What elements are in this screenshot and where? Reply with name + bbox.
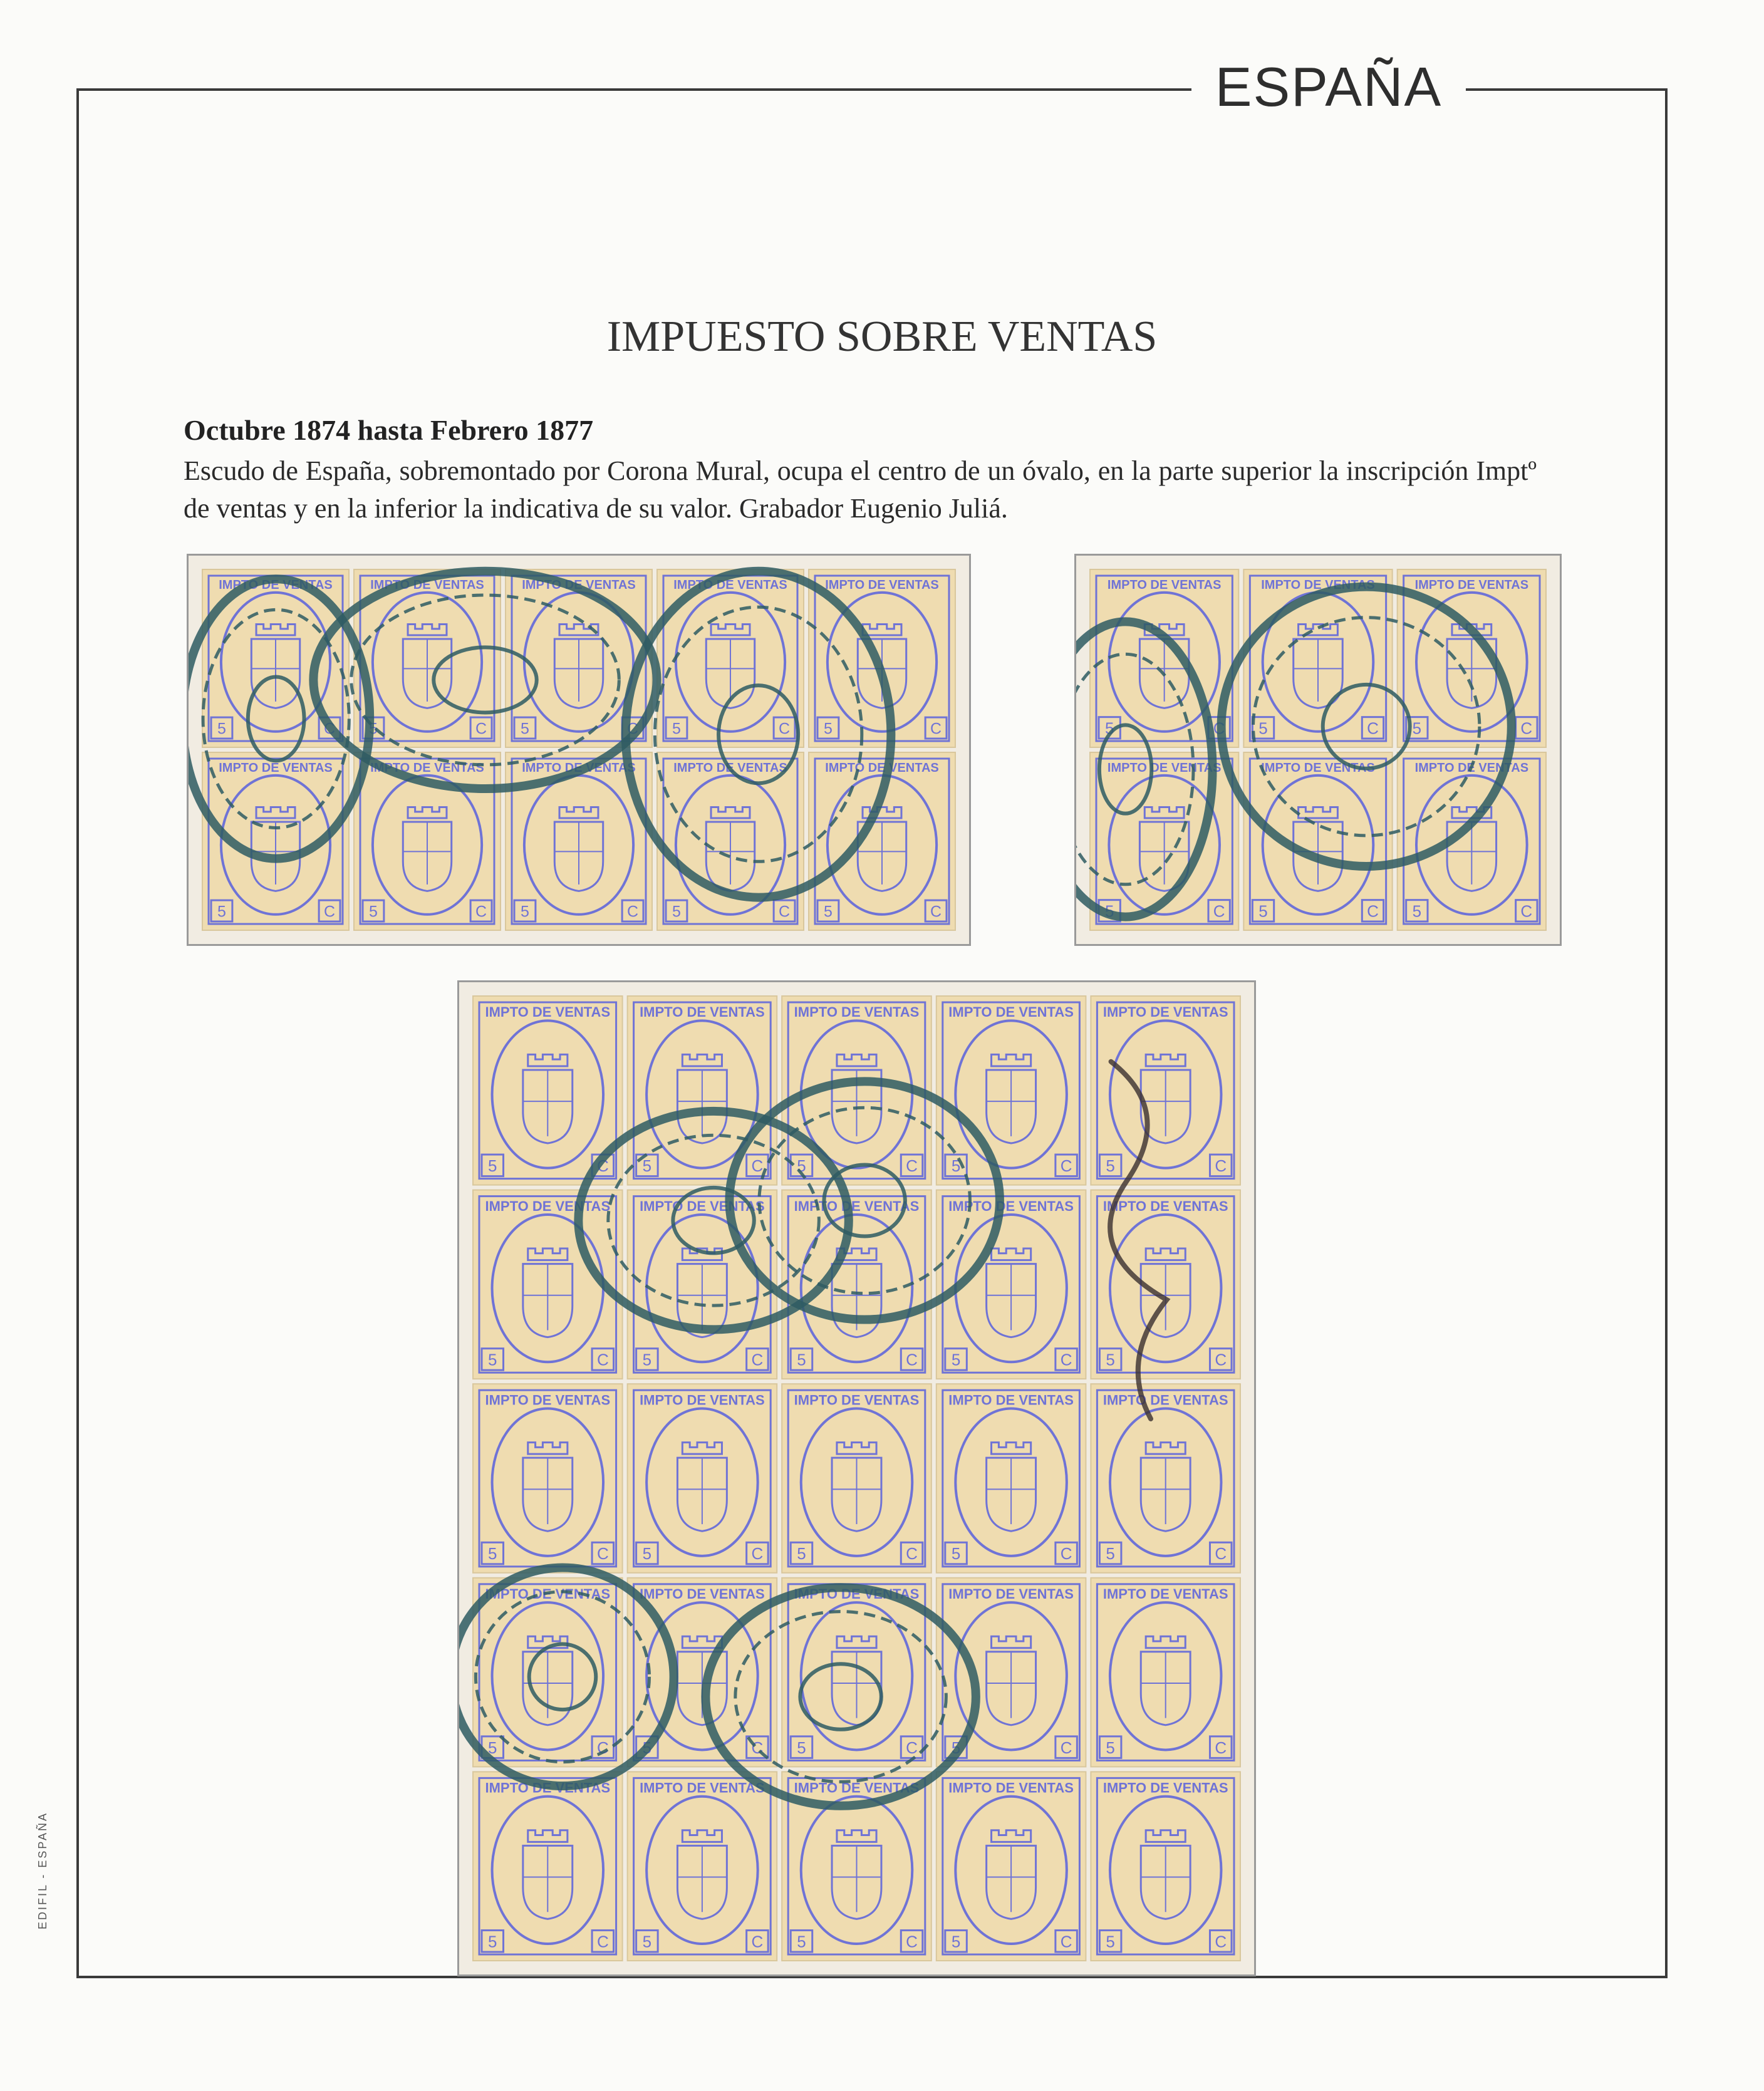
stamp-currency: C bbox=[1520, 901, 1533, 921]
stamp-inscription: IMPTO DE VENTAS bbox=[948, 1198, 1074, 1214]
stamp-currency: C bbox=[779, 720, 791, 738]
stamp-value: 5 bbox=[642, 1738, 652, 1757]
stamp-currency: C bbox=[930, 903, 942, 921]
stamp-inscription: IMPTO DE VENTAS bbox=[640, 1585, 765, 1602]
stamp-inscription: IMPTO DE VENTAS bbox=[1414, 578, 1529, 593]
stamp-inscription: IMPTO DE VENTAS bbox=[825, 761, 939, 776]
stamp-inscription: IMPTO DE VENTAS bbox=[673, 761, 787, 776]
stamp-inscription: IMPTO DE VENTAS bbox=[485, 1585, 611, 1602]
issue-period: Octubre 1874 hasta Febrero 1877 bbox=[184, 414, 594, 446]
stamp-currency: C bbox=[1367, 719, 1379, 738]
stamp-value: 5 bbox=[823, 720, 833, 738]
stamp bbox=[1091, 1384, 1240, 1573]
stamp-currency: C bbox=[1060, 1932, 1072, 1951]
stamp-currency: C bbox=[751, 1932, 764, 1951]
stamp-inscription: IMPTO DE VENTAS bbox=[794, 1004, 920, 1020]
issue-description: Escudo de España, sobremontado por Corona Mural, ocupa el centro de un óvalo, en la parte superior la inscripción Imptº de ventas y en la inferior la indicativa de su valor. Grabador Eugenio Juliá. bbox=[184, 455, 1537, 524]
stamp-value: 5 bbox=[797, 1932, 806, 1951]
stamp bbox=[657, 569, 804, 747]
frame-top-rule-right bbox=[1466, 88, 1668, 91]
stamp-value: 5 bbox=[797, 1738, 806, 1757]
stamp bbox=[628, 1384, 777, 1573]
stamp-inscription: IMPTO DE VENTAS bbox=[485, 1780, 611, 1796]
stamp bbox=[628, 1772, 777, 1961]
stamp-value: 5 bbox=[488, 1156, 497, 1176]
stamp-inscription: IMPTO DE VENTAS bbox=[794, 1585, 920, 1602]
stamp-value: 5 bbox=[488, 1932, 497, 1951]
stamp-value: 5 bbox=[642, 1932, 652, 1951]
stamp bbox=[473, 1578, 623, 1767]
stamp-value: 5 bbox=[642, 1156, 652, 1176]
stamp-inscription: IMPTO DE VENTAS bbox=[948, 1585, 1074, 1602]
stamp-value: 5 bbox=[1412, 901, 1422, 921]
stamp-value: 5 bbox=[1106, 1738, 1115, 1757]
stamp-inscription: IMPTO DE VENTAS bbox=[640, 1004, 765, 1020]
stamp-value: 5 bbox=[951, 1350, 961, 1369]
stamp-inscription: IMPTO DE VENTAS bbox=[948, 1004, 1074, 1020]
stamp-block-3x2 bbox=[1074, 554, 1562, 946]
stamp bbox=[1090, 569, 1238, 747]
stamp-inscription: IMPTO DE VENTAS bbox=[1102, 1198, 1228, 1214]
stamp-currency: C bbox=[1215, 1544, 1227, 1564]
stamp-inscription: IMPTO DE VENTAS bbox=[1102, 1780, 1228, 1796]
stamp-value: 5 bbox=[488, 1350, 497, 1369]
stamp-currency: C bbox=[1367, 901, 1379, 921]
stamp-currency: C bbox=[596, 1932, 609, 1951]
stamp-inscription: IMPTO DE VENTAS bbox=[1102, 1004, 1228, 1020]
stamp-value: 5 bbox=[1258, 901, 1268, 921]
stamp-currency: C bbox=[1060, 1544, 1072, 1564]
stamp-currency: C bbox=[906, 1544, 918, 1564]
stamp-inscription: IMPTO DE VENTAS bbox=[794, 1780, 920, 1796]
stamp-currency: C bbox=[324, 903, 336, 921]
stamp-inscription: IMPTO DE VENTAS bbox=[219, 578, 333, 593]
stamp-value: 5 bbox=[797, 1350, 806, 1369]
stamp bbox=[473, 1384, 623, 1573]
stamp-inscription: IMPTO DE VENTAS bbox=[485, 1392, 611, 1408]
stamp bbox=[936, 1384, 1086, 1573]
stamp-value: 5 bbox=[797, 1156, 806, 1176]
stamp-inscription: IMPTO DE VENTAS bbox=[1102, 1585, 1228, 1602]
stamp-currency: C bbox=[627, 720, 639, 738]
stamp-value: 5 bbox=[520, 903, 529, 921]
stamp-value: 5 bbox=[217, 903, 226, 921]
stamp bbox=[1398, 752, 1546, 930]
publisher-side-label: EDIFIL - ESPAÑA bbox=[36, 1811, 49, 1929]
stamp-currency: C bbox=[475, 903, 487, 921]
stamp-value: 5 bbox=[951, 1156, 961, 1176]
stamp-currency: C bbox=[906, 1156, 918, 1176]
stamp-inscription: IMPTO DE VENTAS bbox=[673, 578, 787, 593]
stamp-inscription: IMPTO DE VENTAS bbox=[1107, 761, 1222, 776]
stamp bbox=[473, 1772, 623, 1961]
stamp-currency: C bbox=[596, 1544, 609, 1564]
stamp-inscription: IMPTO DE VENTAS bbox=[794, 1198, 920, 1214]
stamp bbox=[1091, 996, 1240, 1185]
stamp-value: 5 bbox=[672, 720, 681, 738]
stamp-currency: C bbox=[596, 1156, 609, 1176]
stamp-value: 5 bbox=[672, 903, 681, 921]
stamp bbox=[628, 996, 777, 1185]
stamp-currency: C bbox=[324, 720, 336, 738]
stamp-currency: C bbox=[906, 1350, 918, 1369]
stamp-inscription: IMPTO DE VENTAS bbox=[219, 761, 333, 776]
stamp-currency: C bbox=[779, 903, 791, 921]
stamp-currency: C bbox=[1215, 1738, 1227, 1757]
stamp bbox=[1091, 1772, 1240, 1961]
stamp-value: 5 bbox=[488, 1738, 497, 1757]
stamp-value: 5 bbox=[823, 903, 833, 921]
stamp-currency: C bbox=[1215, 1932, 1227, 1951]
stamp-currency: C bbox=[751, 1156, 764, 1176]
stamp-value: 5 bbox=[368, 903, 378, 921]
stamp-currency: C bbox=[1060, 1738, 1072, 1757]
stamp-block-art bbox=[189, 556, 969, 944]
frame-top-rule-left bbox=[76, 88, 1191, 91]
stamp-value: 5 bbox=[368, 720, 378, 738]
stamp-inscription: IMPTO DE VENTAS bbox=[1261, 761, 1375, 776]
stamp-value: 5 bbox=[642, 1544, 652, 1564]
stamp bbox=[1243, 752, 1392, 930]
stamp-currency: C bbox=[751, 1350, 764, 1369]
stamp-value: 5 bbox=[1106, 1544, 1115, 1564]
stamp-inscription: IMPTO DE VENTAS bbox=[485, 1004, 611, 1020]
stamp-currency: C bbox=[1213, 719, 1225, 738]
page-title: IMPUESTO SOBRE VENTAS bbox=[606, 313, 1158, 361]
stamp-value: 5 bbox=[797, 1544, 806, 1564]
stamp bbox=[782, 1384, 931, 1573]
stamp-value: 5 bbox=[1412, 719, 1422, 738]
stamp bbox=[936, 1772, 1086, 1961]
stamp-currency: C bbox=[475, 720, 487, 738]
stamp-value: 5 bbox=[1106, 1932, 1115, 1951]
stamp bbox=[936, 996, 1086, 1185]
stamp-value: 5 bbox=[1104, 719, 1114, 738]
stamp-currency: C bbox=[930, 720, 942, 738]
stamp-inscription: IMPTO DE VENTAS bbox=[948, 1780, 1074, 1796]
stamp-value: 5 bbox=[1106, 1350, 1115, 1369]
stamp-currency: C bbox=[751, 1738, 764, 1757]
stamp-inscription: IMPTO DE VENTAS bbox=[825, 578, 939, 593]
stamp-currency: C bbox=[627, 903, 639, 921]
stamp-inscription: IMPTO DE VENTAS bbox=[1102, 1392, 1228, 1408]
stamp-inscription: IMPTO DE VENTAS bbox=[1261, 578, 1375, 593]
stamp bbox=[1091, 1578, 1240, 1767]
stamp-inscription: IMPTO DE VENTAS bbox=[370, 761, 484, 776]
stamp-currency: C bbox=[1215, 1350, 1227, 1369]
stamp-value: 5 bbox=[1106, 1156, 1115, 1176]
stamp bbox=[657, 752, 804, 930]
stamp-currency: C bbox=[1060, 1156, 1072, 1176]
stamp-currency: C bbox=[1060, 1350, 1072, 1369]
stamp-inscription: IMPTO DE VENTAS bbox=[640, 1780, 765, 1796]
stamp-currency: C bbox=[906, 1932, 918, 1951]
stamp-value: 5 bbox=[488, 1544, 497, 1564]
stamp-inscription: IMPTO DE VENTAS bbox=[640, 1198, 765, 1214]
stamp-currency: C bbox=[596, 1738, 609, 1757]
stamp-inscription: IMPTO DE VENTAS bbox=[1107, 578, 1222, 593]
stamp-block-5x2 bbox=[187, 554, 971, 946]
stamp-inscription: IMPTO DE VENTAS bbox=[794, 1392, 920, 1408]
stamp-inscription: IMPTO DE VENTAS bbox=[522, 761, 636, 776]
stamp-inscription: IMPTO DE VENTAS bbox=[640, 1392, 765, 1408]
stamp-value: 5 bbox=[951, 1738, 961, 1757]
stamp-currency: C bbox=[906, 1738, 918, 1757]
stamp-value: 5 bbox=[951, 1544, 961, 1564]
stamp-inscription: IMPTO DE VENTAS bbox=[485, 1198, 611, 1214]
stamp-block-art bbox=[1076, 556, 1560, 944]
stamp-inscription: IMPTO DE VENTAS bbox=[948, 1392, 1074, 1408]
stamp-currency: C bbox=[596, 1350, 609, 1369]
stamp-currency: C bbox=[1520, 719, 1533, 738]
stamp-value: 5 bbox=[1258, 719, 1268, 738]
country-heading: ESPAÑA bbox=[1215, 56, 1443, 118]
stamp-block-art bbox=[459, 982, 1254, 1974]
stamp-value: 5 bbox=[520, 720, 529, 738]
stamp-value: 5 bbox=[951, 1932, 961, 1951]
stamp bbox=[936, 1578, 1086, 1767]
stamp-currency: C bbox=[751, 1544, 764, 1564]
stamp-block-5x5 bbox=[457, 980, 1256, 1976]
stamp-inscription: IMPTO DE VENTAS bbox=[1414, 761, 1529, 776]
stamp-inscription: IMPTO DE VENTAS bbox=[370, 578, 484, 593]
stamp-value: 5 bbox=[1104, 901, 1114, 921]
stamp-currency: C bbox=[1213, 901, 1225, 921]
stamp-value: 5 bbox=[642, 1350, 652, 1369]
stamp-currency: C bbox=[1215, 1156, 1227, 1176]
stamp-inscription: IMPTO DE VENTAS bbox=[522, 578, 636, 593]
stamp-value: 5 bbox=[217, 720, 226, 738]
